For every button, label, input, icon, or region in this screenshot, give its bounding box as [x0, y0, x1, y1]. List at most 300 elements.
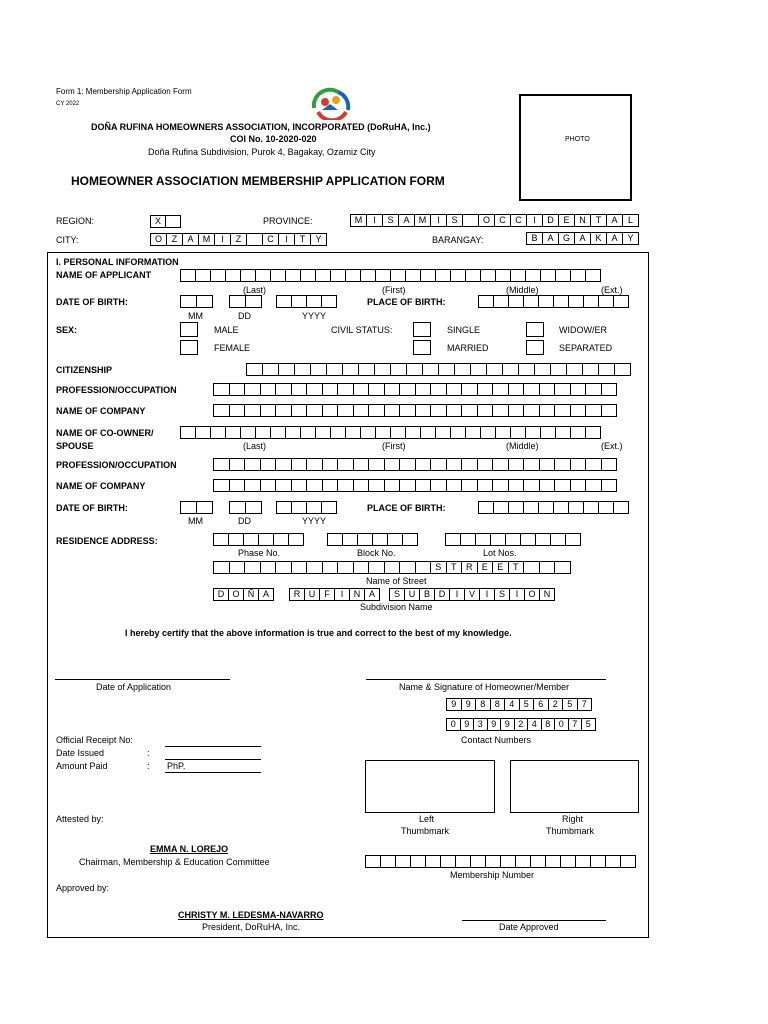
- profession-field[interactable]: [213, 383, 616, 396]
- char-box[interactable]: [337, 561, 354, 574]
- char-box[interactable]: [601, 458, 618, 471]
- char-box[interactable]: [180, 295, 197, 308]
- char-box[interactable]: 3: [473, 718, 488, 731]
- date-approved-line[interactable]: [462, 920, 606, 921]
- char-box[interactable]: [399, 458, 416, 471]
- lot-field[interactable]: [445, 533, 580, 546]
- char-box[interactable]: 5: [562, 698, 578, 711]
- char-box[interactable]: Y: [310, 233, 327, 246]
- char-box[interactable]: [255, 269, 271, 282]
- char-box[interactable]: D: [434, 588, 450, 601]
- char-box[interactable]: [390, 269, 406, 282]
- char-box[interactable]: D: [213, 588, 229, 601]
- char-box[interactable]: [337, 383, 354, 396]
- char-box[interactable]: [276, 501, 292, 514]
- char-box[interactable]: [508, 404, 525, 417]
- char-box[interactable]: I: [334, 588, 350, 601]
- char-box[interactable]: [374, 363, 391, 376]
- char-box[interactable]: [342, 533, 358, 546]
- char-box[interactable]: D: [542, 214, 559, 227]
- char-box[interactable]: [375, 426, 391, 439]
- char-box[interactable]: [461, 383, 478, 396]
- char-box[interactable]: N: [574, 214, 591, 227]
- char-box[interactable]: [510, 269, 526, 282]
- char-box[interactable]: [518, 363, 535, 376]
- char-box[interactable]: [495, 426, 511, 439]
- char-box[interactable]: [300, 269, 316, 282]
- char-box[interactable]: R: [461, 561, 478, 574]
- char-box[interactable]: M: [350, 214, 367, 227]
- char-box[interactable]: [430, 479, 447, 492]
- char-box[interactable]: [390, 363, 407, 376]
- char-box[interactable]: [538, 501, 554, 514]
- date-issued-line[interactable]: [165, 759, 261, 760]
- char-box[interactable]: [353, 383, 370, 396]
- char-box[interactable]: [345, 426, 361, 439]
- char-box[interactable]: L: [622, 214, 639, 227]
- char-box[interactable]: 6: [533, 698, 549, 711]
- char-box[interactable]: [306, 295, 322, 308]
- char-box[interactable]: [560, 855, 576, 868]
- char-box[interactable]: [415, 479, 432, 492]
- char-box[interactable]: [321, 295, 337, 308]
- char-box[interactable]: [245, 295, 262, 308]
- char-box[interactable]: [550, 363, 567, 376]
- char-box[interactable]: A: [574, 232, 591, 245]
- char-box[interactable]: [555, 426, 571, 439]
- contact-number-2-field[interactable]: [446, 718, 595, 731]
- char-box[interactable]: 0: [554, 718, 569, 731]
- char-box[interactable]: [508, 383, 525, 396]
- char-box[interactable]: [570, 426, 586, 439]
- char-box[interactable]: [415, 458, 432, 471]
- char-box[interactable]: [538, 295, 554, 308]
- char-box[interactable]: [402, 533, 418, 546]
- char-box[interactable]: 2: [514, 718, 529, 731]
- char-box[interactable]: [508, 501, 524, 514]
- char-box[interactable]: [477, 383, 494, 396]
- char-box[interactable]: [213, 561, 230, 574]
- char-box[interactable]: [342, 363, 359, 376]
- char-box[interactable]: S: [430, 561, 447, 574]
- char-box[interactable]: [260, 404, 277, 417]
- char-box[interactable]: S: [446, 214, 463, 227]
- char-box[interactable]: [353, 561, 370, 574]
- char-box[interactable]: [395, 855, 411, 868]
- char-box[interactable]: [539, 479, 556, 492]
- char-box[interactable]: O: [478, 214, 495, 227]
- char-box[interactable]: [399, 404, 416, 417]
- char-box[interactable]: [415, 383, 432, 396]
- char-box[interactable]: [180, 426, 196, 439]
- char-box[interactable]: [614, 363, 631, 376]
- char-box[interactable]: [460, 533, 476, 546]
- char-box[interactable]: [477, 479, 494, 492]
- char-box[interactable]: [554, 404, 571, 417]
- city-field[interactable]: [150, 233, 326, 246]
- char-box[interactable]: [539, 561, 556, 574]
- char-box[interactable]: [229, 295, 246, 308]
- char-box[interactable]: [480, 426, 496, 439]
- char-box[interactable]: [246, 363, 263, 376]
- char-box[interactable]: [435, 426, 451, 439]
- char-box[interactable]: I: [479, 588, 495, 601]
- char-box[interactable]: [291, 501, 307, 514]
- char-box[interactable]: [568, 295, 584, 308]
- char-box[interactable]: U: [304, 588, 320, 601]
- char-box[interactable]: [438, 363, 455, 376]
- char-box[interactable]: [440, 855, 456, 868]
- char-box[interactable]: [583, 295, 599, 308]
- char-box[interactable]: 9: [500, 718, 515, 731]
- char-box[interactable]: [384, 479, 401, 492]
- char-box[interactable]: I: [526, 214, 543, 227]
- char-box[interactable]: 4: [527, 718, 542, 731]
- char-box[interactable]: M: [414, 214, 431, 227]
- subdivision-field[interactable]: [213, 588, 554, 601]
- char-box[interactable]: [465, 426, 481, 439]
- char-box[interactable]: [523, 383, 540, 396]
- char-box[interactable]: E: [558, 214, 575, 227]
- char-box[interactable]: [553, 501, 569, 514]
- char-box[interactable]: A: [606, 232, 623, 245]
- char-box[interactable]: E: [477, 561, 494, 574]
- char-box[interactable]: [415, 404, 432, 417]
- char-box[interactable]: [270, 269, 286, 282]
- char-box[interactable]: [291, 458, 308, 471]
- char-box[interactable]: [330, 426, 346, 439]
- char-box[interactable]: 9: [461, 698, 477, 711]
- char-box[interactable]: [508, 458, 525, 471]
- separated-checkbox[interactable]: [526, 340, 544, 355]
- char-box[interactable]: 9: [446, 698, 462, 711]
- char-box[interactable]: [492, 458, 509, 471]
- char-box[interactable]: [539, 383, 556, 396]
- char-box[interactable]: [585, 479, 602, 492]
- char-box[interactable]: U: [404, 588, 420, 601]
- char-box[interactable]: Ñ: [243, 588, 259, 601]
- dob-month-field[interactable]: [180, 295, 212, 308]
- char-box[interactable]: [545, 855, 561, 868]
- char-box[interactable]: [515, 855, 531, 868]
- char-box[interactable]: [455, 855, 471, 868]
- char-box[interactable]: O: [524, 588, 540, 601]
- char-box[interactable]: [493, 501, 509, 514]
- char-box[interactable]: [365, 855, 381, 868]
- char-box[interactable]: [539, 458, 556, 471]
- char-box[interactable]: [430, 404, 447, 417]
- char-box[interactable]: [470, 363, 487, 376]
- char-box[interactable]: [229, 479, 246, 492]
- char-box[interactable]: 4: [504, 698, 520, 711]
- char-box[interactable]: [306, 501, 322, 514]
- char-box[interactable]: [244, 383, 261, 396]
- char-box[interactable]: E: [492, 561, 509, 574]
- char-box[interactable]: [525, 426, 541, 439]
- char-box[interactable]: [420, 269, 436, 282]
- char-box[interactable]: Y: [622, 232, 639, 245]
- char-box[interactable]: [582, 363, 599, 376]
- char-box[interactable]: [195, 269, 211, 282]
- dob2-day-field[interactable]: [229, 501, 261, 514]
- char-box[interactable]: [530, 855, 546, 868]
- char-box[interactable]: V: [464, 588, 480, 601]
- char-box[interactable]: I: [214, 233, 231, 246]
- char-box[interactable]: [601, 479, 618, 492]
- char-box[interactable]: A: [398, 214, 415, 227]
- char-box[interactable]: [461, 458, 478, 471]
- char-box[interactable]: [255, 426, 271, 439]
- char-box[interactable]: F: [319, 588, 335, 601]
- char-box[interactable]: [213, 479, 230, 492]
- char-box[interactable]: [240, 426, 256, 439]
- block-field[interactable]: [327, 533, 417, 546]
- char-box[interactable]: [601, 404, 618, 417]
- char-box[interactable]: [446, 404, 463, 417]
- char-box[interactable]: 2: [548, 698, 564, 711]
- char-box[interactable]: [275, 383, 292, 396]
- char-box[interactable]: [492, 479, 509, 492]
- char-box[interactable]: [275, 458, 292, 471]
- char-box[interactable]: [462, 214, 479, 227]
- char-box[interactable]: [454, 363, 471, 376]
- char-box[interactable]: [450, 426, 466, 439]
- char-box[interactable]: [285, 269, 301, 282]
- char-box[interactable]: S: [494, 588, 510, 601]
- char-box[interactable]: [493, 295, 509, 308]
- char-box[interactable]: [495, 269, 511, 282]
- char-box[interactable]: [196, 501, 213, 514]
- char-box[interactable]: R: [289, 588, 305, 601]
- char-box[interactable]: [275, 479, 292, 492]
- char-box[interactable]: [502, 363, 519, 376]
- char-box[interactable]: [554, 561, 571, 574]
- char-box[interactable]: [613, 501, 629, 514]
- char-box[interactable]: N: [349, 588, 365, 601]
- char-box[interactable]: [275, 404, 292, 417]
- char-box[interactable]: [570, 269, 586, 282]
- char-box[interactable]: [585, 404, 602, 417]
- widow-checkbox[interactable]: [526, 322, 544, 337]
- char-box[interactable]: [213, 404, 230, 417]
- char-box[interactable]: [291, 295, 307, 308]
- char-box[interactable]: [244, 479, 261, 492]
- char-box[interactable]: [475, 533, 491, 546]
- char-box[interactable]: [620, 855, 636, 868]
- char-box[interactable]: [384, 404, 401, 417]
- char-box[interactable]: [244, 458, 261, 471]
- char-box[interactable]: [196, 295, 213, 308]
- char-box[interactable]: [258, 533, 274, 546]
- char-box[interactable]: M: [198, 233, 215, 246]
- char-box[interactable]: [485, 855, 501, 868]
- barangay-field[interactable]: [526, 232, 638, 245]
- char-box[interactable]: [550, 533, 566, 546]
- char-box[interactable]: [288, 533, 304, 546]
- char-box[interactable]: [405, 269, 421, 282]
- char-box[interactable]: [229, 501, 246, 514]
- char-box[interactable]: [570, 404, 587, 417]
- char-box[interactable]: [322, 383, 339, 396]
- married-checkbox[interactable]: [413, 340, 431, 355]
- char-box[interactable]: [405, 426, 421, 439]
- char-box[interactable]: [310, 363, 327, 376]
- char-box[interactable]: [446, 458, 463, 471]
- char-box[interactable]: [246, 233, 263, 246]
- char-box[interactable]: [445, 533, 461, 546]
- char-box[interactable]: [240, 269, 256, 282]
- char-box[interactable]: [465, 269, 481, 282]
- char-box[interactable]: [291, 404, 308, 417]
- char-box[interactable]: I: [366, 214, 383, 227]
- char-box[interactable]: N: [539, 588, 555, 601]
- char-box[interactable]: [213, 458, 230, 471]
- char-box[interactable]: G: [558, 232, 575, 245]
- char-box[interactable]: [477, 458, 494, 471]
- char-box[interactable]: [262, 363, 279, 376]
- char-box[interactable]: T: [446, 561, 463, 574]
- char-box[interactable]: [380, 855, 396, 868]
- char-box[interactable]: [390, 426, 406, 439]
- char-box[interactable]: B: [419, 588, 435, 601]
- char-box[interactable]: [276, 295, 292, 308]
- char-box[interactable]: [270, 426, 286, 439]
- char-box[interactable]: [565, 533, 581, 546]
- char-box[interactable]: [523, 561, 540, 574]
- pob-field[interactable]: [478, 295, 628, 308]
- char-box[interactable]: [245, 501, 262, 514]
- char-box[interactable]: [368, 561, 385, 574]
- char-box[interactable]: [360, 426, 376, 439]
- company2-field[interactable]: [213, 479, 616, 492]
- char-box[interactable]: [353, 458, 370, 471]
- char-box[interactable]: [553, 295, 569, 308]
- char-box[interactable]: [554, 383, 571, 396]
- char-box[interactable]: [306, 561, 323, 574]
- char-box[interactable]: A: [542, 232, 559, 245]
- contact-number-1-field[interactable]: [446, 698, 591, 711]
- char-box[interactable]: [243, 533, 259, 546]
- char-box[interactable]: [244, 561, 261, 574]
- char-box[interactable]: [300, 426, 316, 439]
- char-box[interactable]: [229, 458, 246, 471]
- char-box[interactable]: 5: [519, 698, 535, 711]
- char-box[interactable]: [360, 269, 376, 282]
- char-box[interactable]: [165, 215, 181, 228]
- char-box[interactable]: [180, 501, 197, 514]
- pob2-field[interactable]: [478, 501, 628, 514]
- char-box[interactable]: [260, 561, 277, 574]
- char-box[interactable]: T: [590, 214, 607, 227]
- char-box[interactable]: [213, 533, 229, 546]
- char-box[interactable]: [278, 363, 295, 376]
- coowner-name-field[interactable]: [180, 426, 600, 439]
- char-box[interactable]: [327, 533, 343, 546]
- char-box[interactable]: I: [449, 588, 465, 601]
- char-box[interactable]: [598, 501, 614, 514]
- char-box[interactable]: [322, 479, 339, 492]
- dob2-year-field[interactable]: [276, 501, 336, 514]
- char-box[interactable]: X: [150, 215, 166, 228]
- char-box[interactable]: [384, 458, 401, 471]
- char-box[interactable]: [322, 458, 339, 471]
- char-box[interactable]: [470, 855, 486, 868]
- char-box[interactable]: [195, 426, 211, 439]
- char-box[interactable]: [375, 269, 391, 282]
- char-box[interactable]: 8: [541, 718, 556, 731]
- char-box[interactable]: [315, 269, 331, 282]
- dob-day-field[interactable]: [229, 295, 261, 308]
- applicant-name-field[interactable]: [180, 269, 600, 282]
- char-box[interactable]: [228, 533, 244, 546]
- char-box[interactable]: [430, 458, 447, 471]
- female-checkbox[interactable]: [180, 340, 198, 355]
- char-box[interactable]: 9: [460, 718, 475, 731]
- char-box[interactable]: [315, 426, 331, 439]
- char-box[interactable]: [534, 363, 551, 376]
- char-box[interactable]: [294, 363, 311, 376]
- char-box[interactable]: [492, 404, 509, 417]
- char-box[interactable]: [399, 561, 416, 574]
- char-box[interactable]: A: [606, 214, 623, 227]
- char-box[interactable]: [306, 479, 323, 492]
- char-box[interactable]: [260, 383, 277, 396]
- char-box[interactable]: 9: [487, 718, 502, 731]
- char-box[interactable]: [613, 295, 629, 308]
- amount-paid-line[interactable]: [165, 772, 261, 773]
- char-box[interactable]: B: [526, 232, 543, 245]
- char-box[interactable]: [291, 383, 308, 396]
- char-box[interactable]: [368, 479, 385, 492]
- char-box[interactable]: [229, 383, 246, 396]
- phase-field[interactable]: [213, 533, 303, 546]
- char-box[interactable]: [554, 479, 571, 492]
- char-box[interactable]: [601, 383, 618, 396]
- char-box[interactable]: T: [508, 561, 525, 574]
- char-box[interactable]: [508, 295, 524, 308]
- char-box[interactable]: [353, 404, 370, 417]
- char-box[interactable]: O: [150, 233, 167, 246]
- char-box[interactable]: [505, 533, 521, 546]
- char-box[interactable]: [598, 363, 615, 376]
- char-box[interactable]: [285, 426, 301, 439]
- char-box[interactable]: [306, 458, 323, 471]
- char-box[interactable]: [275, 561, 292, 574]
- char-box[interactable]: [368, 458, 385, 471]
- char-box[interactable]: [368, 383, 385, 396]
- char-box[interactable]: [422, 363, 439, 376]
- char-box[interactable]: 8: [490, 698, 506, 711]
- char-box[interactable]: [406, 363, 423, 376]
- char-box[interactable]: [229, 404, 246, 417]
- char-box[interactable]: A: [258, 588, 274, 601]
- char-box[interactable]: A: [182, 233, 199, 246]
- char-box[interactable]: [384, 561, 401, 574]
- char-box[interactable]: [478, 501, 494, 514]
- char-box[interactable]: [566, 363, 583, 376]
- char-box[interactable]: [291, 479, 308, 492]
- char-box[interactable]: [523, 295, 539, 308]
- char-box[interactable]: [210, 426, 226, 439]
- char-box[interactable]: 7: [577, 698, 593, 711]
- char-box[interactable]: [583, 501, 599, 514]
- char-box[interactable]: [322, 404, 339, 417]
- char-box[interactable]: S: [389, 588, 405, 601]
- char-box[interactable]: [510, 426, 526, 439]
- char-box[interactable]: [450, 269, 466, 282]
- char-box[interactable]: [410, 855, 426, 868]
- char-box[interactable]: [446, 479, 463, 492]
